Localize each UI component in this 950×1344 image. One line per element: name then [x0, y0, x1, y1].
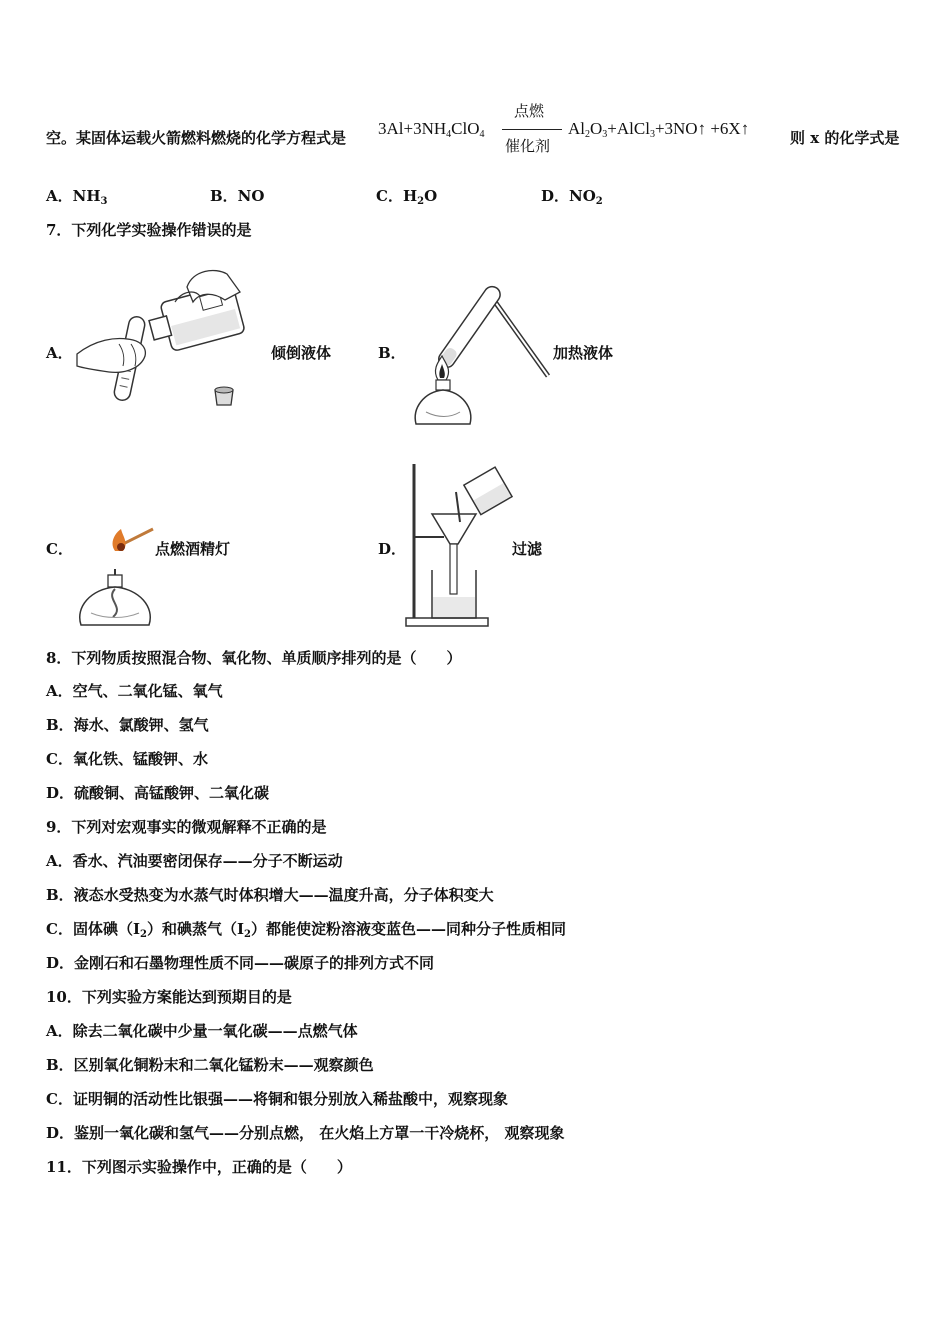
q6-lead: 空。某固体运载火箭燃料燃烧的化学方程式是 [46, 129, 347, 147]
q10-option-c: C．证明铜的活动性比银强——将铜和银分别放入稀盐酸中，观察现象 [46, 1090, 508, 1108]
reaction-arrow-line [502, 129, 562, 130]
q6-option-b: B．NO [210, 187, 265, 205]
q7-option-c-letter: C． [46, 540, 73, 558]
q7-option-b-letter: B． [378, 344, 406, 362]
q7-option-a-letter: A． [46, 344, 73, 362]
heating-liquid-illustration [408, 284, 556, 429]
q6-option-c: C．$H_2O$ [376, 187, 438, 207]
q7-option-d-caption: 过滤 [512, 540, 543, 558]
q7-option-d-letter: D． [378, 540, 407, 558]
q6-option-a: A．$NH_3$ [46, 187, 108, 207]
q8-stem: 8．下列物质按照混合物、氧化物、单质顺序排列的是（ ） [46, 649, 462, 667]
q8-option-b: B．海水、氯酸钾、氢气 [46, 716, 209, 734]
reaction-condition-catalyst: 催化剂 [505, 137, 551, 155]
filtration-illustration [404, 462, 516, 632]
q6-option-d: D．$NO_2$ [541, 187, 603, 207]
q8-option-d: D．硫酸铜、高锰酸钾、二氧化碳 [46, 784, 270, 802]
equation-reactants: $3Al+3NH_4ClO_4$ [378, 119, 485, 140]
pouring-liquid-illustration [75, 262, 250, 412]
lighting-alcohol-lamp-illustration [75, 525, 155, 630]
q10-stem: 10．下列实验方案能达到预期目的是 [46, 988, 292, 1006]
q6-tail: 则 x 的化学式是 [790, 129, 900, 147]
q7-option-c-caption: 点燃酒精灯 [155, 540, 231, 558]
reaction-condition-ignite: 点燃 [514, 102, 545, 120]
q10-option-a: A．除去二氧化碳中少量一氧化碳——点燃气体 [46, 1022, 358, 1040]
q8-option-a: A．空气、二氧化锰、氧气 [46, 682, 223, 700]
q10-option-b: B．区别氧化铜粉末和二氧化锰粉末——观察颜色 [46, 1056, 374, 1074]
q9-option-c: C．固体碘$(I_2)$和碘蒸气$(I_2)$都能使淀粉溶液变蓝色——同种分子性质相同 [46, 920, 566, 940]
q7-option-a-caption: 倾倒液体 [271, 344, 332, 362]
q9-option-d: D．金刚石和石墨物理性质不同——碳原子的排列方式不同 [46, 954, 435, 972]
chemical-equation [378, 100, 788, 160]
q8-option-c: C．氧化铁、锰酸钾、水 [46, 750, 208, 768]
q9-option-b: B．液态水受热变为水蒸气时体积增大——温度升高，分子体积变大 [46, 886, 494, 904]
equation-products: $Al_2O_3+AlCl_3+3NO↑$ +6X↑ [568, 119, 750, 140]
q7-stem: 7．下列化学实验操作错误的是 [46, 221, 252, 239]
q9-stem: 9．下列对宏观事实的微观解释不正确的是 [46, 818, 327, 836]
q11-stem: 11．下列图示实验操作中，正确的是（ ） [46, 1158, 352, 1176]
q10-option-d: D．鉴别一氧化碳和氢气——分别点燃， 在火焰上方罩一干冷烧杯， 观察现象 [46, 1124, 565, 1142]
q7-option-b-caption: 加热液体 [553, 344, 614, 362]
q9-option-a: A．香水、汽油要密闭保存——分子不断运动 [46, 852, 343, 870]
